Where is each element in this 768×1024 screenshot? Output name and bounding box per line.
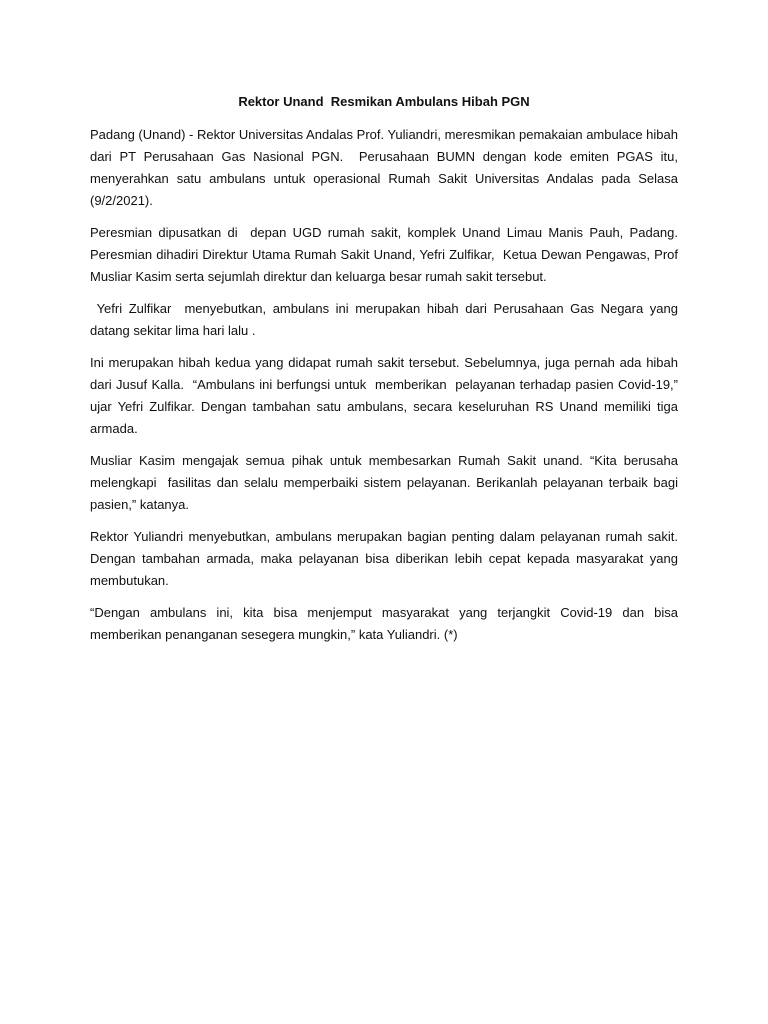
document-body xyxy=(90,94,682,656)
article-paragraph-5: Musliar Kasim mengajak semua pihak untuk membesarkan Rumah Sakit unand. “Kita berusaha melengkapi fasilitas dan selalu memperbaiki sistem pelayanan. Berikanlah pelayanan terbaik bagi pasien,” katanya. xyxy=(90,453,682,512)
article-paragraph-3: Yefri Zulfikar menyebutkan, ambulans ini merupakan hibah dari Perusahaan Gas Negara yang datang sekitar lima hari lalu . xyxy=(90,301,682,338)
article-paragraph-7: “Dengan ambulans ini, kita bisa menjemput masyarakat yang terjangkit Covid-19 dan bisa memberikan penanganan sesegera mungkin,” kata Yuliandri. (*) xyxy=(90,605,682,642)
article-paragraph-4: Ini merupakan hibah kedua yang didapat rumah sakit tersebut. Sebelumnya, juga pernah ada hibah dari Jusuf Kalla. “Ambulans ini berfungsi untuk memberikan pelayanan terhadap pasien Covid-19,” ujar Yefri Zulfikar. Dengan tambahan satu ambulans, secara keseluruhan RS Unand memiliki tiga armada. xyxy=(90,355,682,436)
article-paragraph-6: Rektor Yuliandri menyebutkan, ambulans merupakan bagian penting dalam pelayanan rumah sakit. Dengan tambahan armada, maka pelayanan bisa diberikan lebih cepat kepada masyarakat yang membutukan. xyxy=(90,529,682,588)
article-paragraph-1: Padang (Unand) - Rektor Universitas Andalas Prof. Yuliandri, meresmikan pemakaian ambulace hibah dari PT Perusahaan Gas Nasional PGN. Perusahaan BUMN dengan kode emiten PGAS itu, menyerahkan satu ambulans untuk operasional Rumah Sakit Universitas Andalas pada Selasa (9/2/2021). xyxy=(90,127,682,208)
article-paragraph-2: Peresmian dipusatkan di depan UGD rumah sakit, komplek Unand Limau Manis Pauh, Padang. Peresmian dihadiri Direktur Utama Rumah Sakit Unand, Yefri Zulfikar, Ketua Dewan Pengawas, Prof Musliar Kasim serta sejumlah direktur dan keluarga besar rumah sakit tersebut. xyxy=(90,225,682,284)
article-title: Rektor Unand Resmikan Ambulans Hibah PGN xyxy=(238,94,530,109)
